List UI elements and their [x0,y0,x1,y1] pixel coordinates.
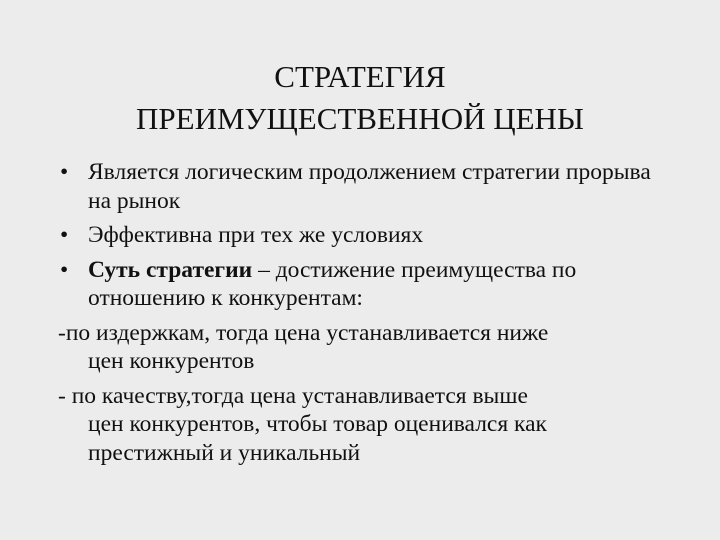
bullet-item [58,158,678,215]
bullet-item [58,256,678,313]
bullet-list [58,158,678,473]
title-line-2: ПРЕИМУЩЕСТВЕННОЙ ЦЕНЫ [136,101,584,136]
dash-item-first-line: - по качеству,тогда цена устанавливается выше [58,382,528,409]
bullet-marker: • [60,159,69,185]
bullet-item [58,221,678,250]
dash-item [58,382,678,468]
title-line-1: СТРАТЕГИЯ [274,59,446,94]
dash-item-first-line: -по издержкам, тогда цена устанавливается ниже [58,319,549,346]
bullet-marker: • [60,256,69,283]
dash-item [58,319,678,376]
slide-title [40,56,680,140]
dash-item-continuation: цен конкурентов [88,348,255,374]
bullet-text: – достижение преимущества по отношению к конкурентам: [88,256,577,311]
bullet-text: Эффективна при тех же условиях [88,222,424,248]
bullet-bold-text: Суть стратегии [88,256,253,283]
bullet-marker: • [60,222,69,248]
dash-item-continuation: цен конкурентов, чтобы товар оценивался как престижный и уникальный [88,411,547,466]
bullet-text: Является логическим продолжением стратегии прорыва на рынок [88,159,651,214]
